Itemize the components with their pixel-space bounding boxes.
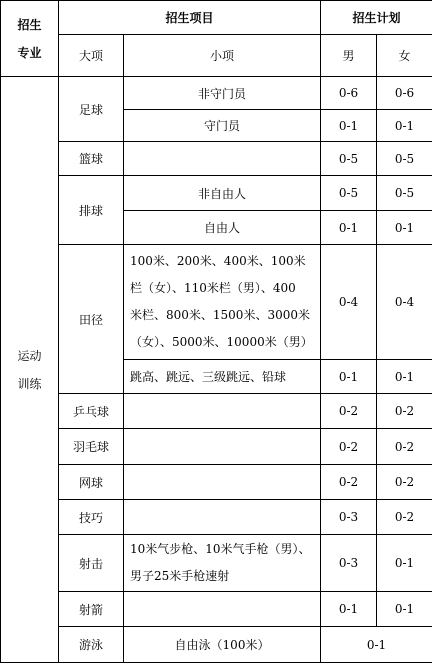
table-row	[1, 500, 432, 535]
table-row	[1, 142, 432, 176]
subitem-cell-athletics-track	[124, 245, 321, 360]
subitem-cell-shooting	[124, 535, 321, 592]
subitem-line: 男子25米手枪速射	[130, 569, 229, 583]
plan-header: 招生计划	[321, 1, 432, 35]
category-table-tennis: 乒乓球	[59, 394, 124, 429]
female-quota: 0-1	[377, 592, 432, 627]
male-quota: 0-1	[321, 110, 377, 142]
male-quota: 0-5	[321, 142, 377, 176]
subitem-line: 10米气步枪、10米气手枪（男）、	[130, 542, 311, 556]
subitem-cell: 自由泳（100米）	[124, 627, 321, 663]
female-header: 女	[377, 35, 432, 77]
subitem-line: 栏（女）、110米栏（男）、400	[130, 281, 296, 295]
subitem-cell	[124, 394, 321, 429]
female-quota: 0-2	[377, 429, 432, 465]
major-cell	[1, 77, 59, 663]
male-quota: 0-2	[321, 465, 377, 500]
table-row	[1, 627, 432, 663]
major-line2: 训练	[17, 370, 41, 398]
male-quota: 0-5	[321, 176, 377, 211]
male-quota: 0-1	[321, 360, 377, 394]
major-header-line1: 招生	[17, 11, 41, 39]
category-archery: 射箭	[59, 592, 124, 627]
female-quota: 0-5	[377, 176, 432, 211]
subheader-row	[1, 35, 432, 77]
female-quota: 0-1	[377, 360, 432, 394]
table-row	[1, 394, 432, 429]
female-quota: 0-5	[377, 142, 432, 176]
female-quota: 0-4	[377, 245, 432, 360]
subitem-cell	[124, 429, 321, 465]
subitem-cell: 守门员	[124, 110, 321, 142]
male-quota: 0-2	[321, 429, 377, 465]
category-basketball: 篮球	[59, 142, 124, 176]
category-volleyball: 排球	[59, 176, 124, 245]
male-quota: 0-4	[321, 245, 377, 360]
female-quota: 0-2	[377, 500, 432, 535]
major-header	[1, 1, 59, 77]
major-header-line2: 专业	[17, 39, 41, 67]
table-row	[1, 429, 432, 465]
category-shooting: 射击	[59, 535, 124, 592]
male-header: 男	[321, 35, 377, 77]
subitem-line: （女）、5000米、10000米（男）	[130, 335, 313, 349]
subitem-header: 小项	[124, 35, 321, 77]
female-quota: 0-6	[377, 77, 432, 110]
subitem-line: 100米、200米、400米、100米	[130, 254, 306, 268]
subitem-cell	[124, 142, 321, 176]
category-header: 大项	[59, 35, 124, 77]
project-header: 招生项目	[59, 1, 321, 35]
category-gymnastics: 技巧	[59, 500, 124, 535]
total-quota: 0-1	[321, 627, 432, 663]
subitem-cell: 跳高、跳远、三级跳远、铅球	[124, 360, 321, 394]
male-quota: 0-2	[321, 394, 377, 429]
table-row	[1, 245, 432, 360]
subitem-cell: 非守门员	[124, 77, 321, 110]
category-tennis: 网球	[59, 465, 124, 500]
category-swimming: 游泳	[59, 627, 124, 663]
table-row	[1, 592, 432, 627]
table-row	[1, 535, 432, 592]
male-quota: 0-3	[321, 500, 377, 535]
subitem-cell: 非自由人	[124, 176, 321, 211]
subitem-cell: 自由人	[124, 211, 321, 245]
table-row	[1, 176, 432, 211]
male-quota: 0-1	[321, 211, 377, 245]
female-quota: 0-1	[377, 211, 432, 245]
subitem-cell	[124, 500, 321, 535]
female-quota: 0-2	[377, 465, 432, 500]
category-badminton: 羽毛球	[59, 429, 124, 465]
subitem-cell	[124, 465, 321, 500]
male-quota: 0-6	[321, 77, 377, 110]
header-row	[1, 1, 432, 35]
female-quota: 0-1	[377, 535, 432, 592]
female-quota: 0-2	[377, 394, 432, 429]
male-quota: 0-1	[321, 592, 377, 627]
subitem-cell	[124, 592, 321, 627]
category-football: 足球	[59, 77, 124, 142]
table-row	[1, 77, 432, 110]
category-athletics: 田径	[59, 245, 124, 394]
male-quota: 0-3	[321, 535, 377, 592]
subitem-line: 米栏、800米、1500米、3000米	[130, 308, 310, 322]
major-line1: 运动	[17, 342, 41, 370]
female-quota: 0-1	[377, 110, 432, 142]
table-row	[1, 465, 432, 500]
